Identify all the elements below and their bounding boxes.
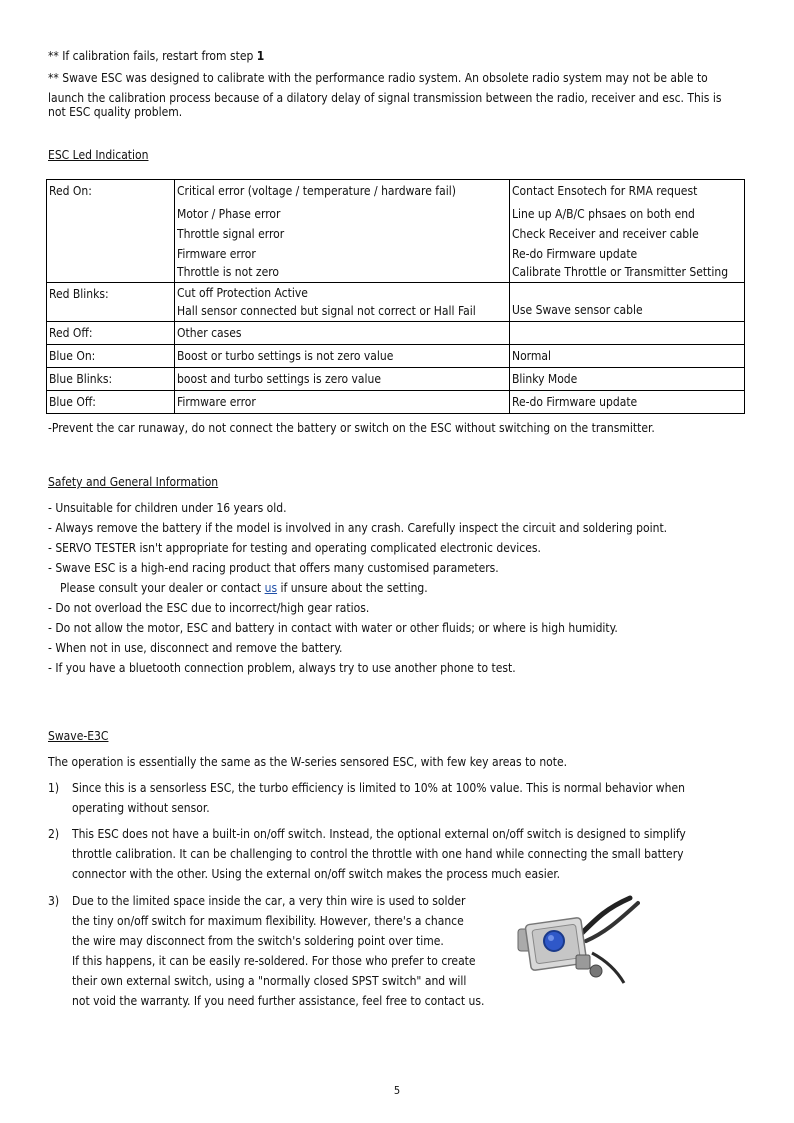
- led-state-cell: Red Blinks:: [47, 283, 175, 322]
- list-item: - If you have a bluetooth connection problem, always try to use another phone to test.: [48, 661, 516, 675]
- safety-section-heading: [48, 472, 218, 492]
- table-row: [47, 368, 745, 391]
- e3c-item-3: [72, 891, 484, 1011]
- item-number: 3): [48, 894, 60, 908]
- consult-dealer-line: [60, 578, 428, 598]
- radio-note-line-3: not ESC quality problem.: [48, 105, 183, 119]
- table-row: [47, 345, 745, 368]
- led-desc-line: Cut off Protection Active: [177, 286, 308, 300]
- table-row: [47, 283, 745, 322]
- led-indication-table: [46, 179, 745, 414]
- led-action-line: Calibrate Throttle or Transmitter Setting: [512, 265, 729, 279]
- list-item: - Unsuitable for children under 16 years old.: [48, 501, 287, 515]
- table-row: [47, 180, 745, 283]
- item-line: throttle calibration. It can be challenging to control the throttle with one hand while connecting the small battery: [72, 847, 684, 861]
- led-action-cell: [510, 180, 745, 283]
- e3c-intro: The operation is essentially the same as the W-series sensored ESC, with few key areas to note.: [48, 755, 568, 769]
- led-state-cell: Red On:: [47, 180, 175, 283]
- on-off-switch-photo: [512, 893, 640, 985]
- table-row: [47, 391, 745, 414]
- led-description-cell: Other cases: [175, 322, 510, 345]
- led-description-cell: Boost or turbo settings is not zero value: [175, 345, 510, 368]
- list-item: - When not in use, disconnect and remove the battery.: [48, 641, 343, 655]
- led-heading-text: ESC Led Indication: [48, 148, 149, 162]
- list-item: - Swave ESC is a high-end racing product that offers many customised parameters.: [48, 561, 499, 575]
- item-number: 1): [48, 781, 60, 795]
- safety-heading-text: Safety and General Information: [48, 475, 219, 489]
- led-action-cell: [510, 322, 745, 345]
- led-action-line: Use Swave sensor cable: [512, 303, 643, 317]
- led-desc-line: Hall sensor connected but signal not correct or Hall Fail: [177, 304, 476, 318]
- led-state-cell: Red Off:: [47, 322, 175, 345]
- item-line: the wire may disconnect from the switch's soldering point over time.: [72, 934, 444, 948]
- led-description-cell: boost and turbo settings is zero value: [175, 368, 510, 391]
- e3c-item-2: [72, 824, 686, 884]
- led-action-line: Contact Ensotech for RMA request: [512, 184, 698, 198]
- item-line: the tiny on/off switch for maximum flexibility. However, there's a chance: [72, 914, 464, 928]
- led-action-cell: Re-do Firmware update: [510, 391, 745, 414]
- item-number: 2): [48, 827, 60, 841]
- led-desc-line: Throttle signal error: [177, 227, 285, 241]
- runaway-warning: -Prevent the car runaway, do not connect the battery or switch on the ESC without switching on the transmitter.: [48, 421, 655, 435]
- led-desc-line: Firmware error: [177, 247, 256, 261]
- led-description-cell: [175, 283, 510, 322]
- item-line: Due to the limited space inside the car, a very thin wire is used to solder: [72, 894, 466, 908]
- led-action-cell: [510, 283, 745, 322]
- item-line: not void the warranty. If you need further assistance, feel free to contact us.: [72, 994, 485, 1008]
- list-item: - Do not allow the motor, ESC and battery in contact with water or other fluids; or where is high humidity.: [48, 621, 618, 635]
- radio-note-line-1: ** Swave ESC was designed to calibrate with the performance radio system. An obsolete radio system may not be able to: [48, 71, 708, 85]
- calibration-fail-note: [48, 46, 264, 66]
- led-action-line: Check Receiver and receiver cable: [512, 227, 699, 241]
- table-row: [47, 322, 745, 345]
- led-action-cell: Blinky Mode: [510, 368, 745, 391]
- item-line: Since this is a sensorless ESC, the turbo efficiency is limited to 10% at 100% value. This is normal behavior when: [72, 781, 685, 795]
- led-action-line: Re-do Firmware update: [512, 247, 638, 261]
- led-action-cell: Normal: [510, 345, 745, 368]
- e3c-item-1: [72, 778, 685, 818]
- led-action-line: Line up A/B/C phsaes on both end: [512, 207, 695, 221]
- led-desc-line: Throttle is not zero: [177, 265, 279, 279]
- list-item: - Always remove the battery if the model is involved in any crash. Carefully inspect the circuit and soldering point.: [48, 521, 668, 535]
- item-line: This ESC does not have a built-in on/off switch. Instead, the optional external on/off switch is designed to simplify: [72, 827, 686, 841]
- item-line: their own external switch, using a "normally closed SPST switch" and will: [72, 974, 467, 988]
- led-state-cell: Blue Blinks:: [47, 368, 175, 391]
- item-line: connector with the other. Using the external on/off switch makes the process much easier.: [72, 867, 561, 881]
- e3c-section-heading: [48, 726, 108, 746]
- page-number: 5: [393, 1084, 401, 1097]
- calibration-step-number: 1: [256, 49, 265, 63]
- led-section-heading: [48, 145, 148, 165]
- e3c-heading-text: Swave-E3C: [48, 729, 109, 743]
- led-state-cell: Blue On:: [47, 345, 175, 368]
- consult-text: Please consult your dealer or contact: [60, 581, 265, 595]
- contact-us-link[interactable]: us: [264, 581, 278, 595]
- radio-note-line-2: launch the calibration process because of a dilatory delay of signal transmission between the radio, receiver and esc. This is: [48, 91, 722, 105]
- item-line: If this happens, it can be easily re-soldered. For those who prefer to create: [72, 954, 476, 968]
- led-desc-line: Critical error (voltage / temperature / hardware fail): [177, 184, 456, 198]
- led-description-cell: [175, 180, 510, 283]
- led-description-cell: Firmware error: [175, 391, 510, 414]
- consult-text-end: if unsure about the setting.: [277, 581, 428, 595]
- list-item: - SERVO TESTER isn't appropriate for testing and operating complicated electronic devices.: [48, 541, 541, 555]
- calibration-fail-text: ** If calibration fails, restart from step: [48, 49, 254, 63]
- item-line: operating without sensor.: [72, 801, 210, 815]
- led-state-cell: Blue Off:: [47, 391, 175, 414]
- led-desc-line: Motor / Phase error: [177, 207, 281, 221]
- list-item: - Do not overload the ESC due to incorrect/high gear ratios.: [48, 601, 370, 615]
